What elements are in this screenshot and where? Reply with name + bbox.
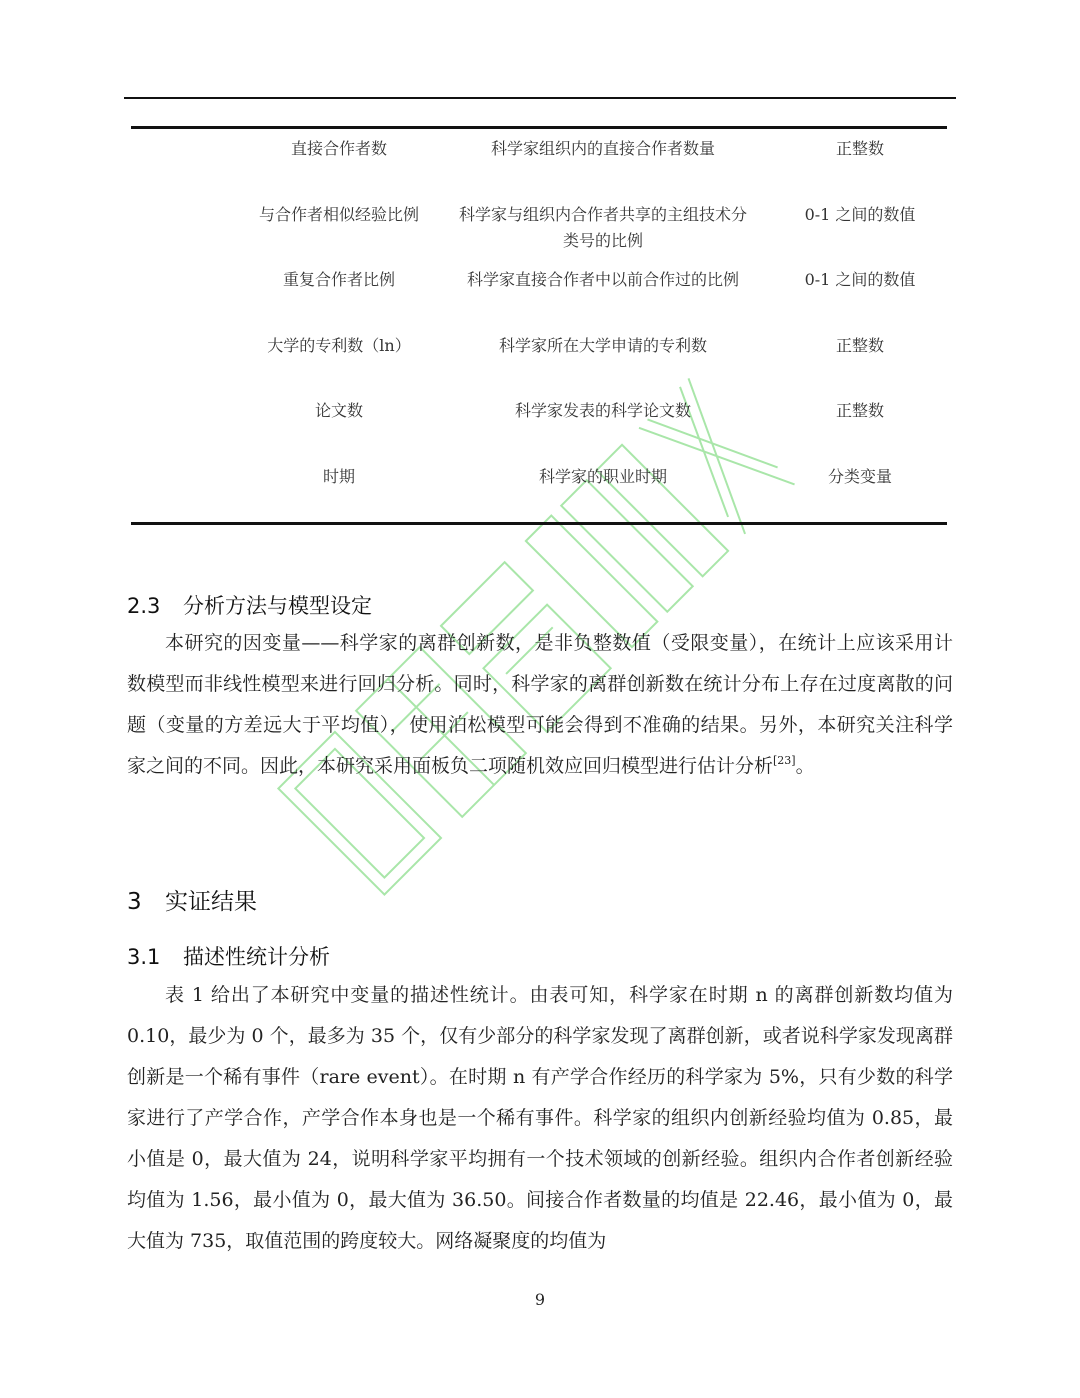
table-cell-type: 0-1 之间的数值 [804, 270, 916, 289]
table-cell-variable: 重复合作者比例 [282, 270, 395, 289]
paragraph-end: 。 [795, 755, 815, 777]
table-cell-description: 科学家发表的科学论文数 [514, 401, 691, 420]
table-cell-description: 科学家所在大学申请的专利数 [498, 336, 707, 355]
paragraph-2-3 [127, 623, 953, 787]
page-number: 9 [534, 1290, 546, 1309]
section-title: 分析方法与模型设定 [183, 594, 372, 618]
table-cell-type: 分类变量 [827, 467, 892, 486]
table-cell-variable: 大学的专利数（ln） [267, 336, 411, 355]
table-cell-description-line: 类号的比例 [562, 231, 643, 250]
section-heading-3-1 [127, 941, 330, 971]
table-cell-type: 0-1 之间的数值 [804, 205, 916, 224]
citation-ref: [23] [773, 754, 796, 767]
table-cell-description: 科学家组织内的直接合作者数量 [490, 139, 715, 158]
section-number: 3 [127, 889, 142, 915]
table-cell-variable: 与合作者相似经验比例 [258, 205, 419, 224]
table-cell-description [440, 202, 766, 254]
table-cell-description: 科学家直接合作者中以前合作过的比例 [466, 270, 739, 289]
section-title: 实证结果 [165, 889, 257, 915]
section-number: 2.3 [127, 594, 161, 618]
section-title: 描述性统计分析 [183, 945, 330, 969]
paragraph-3-1: 表 1 给出了本研究中变量的描述性统计。由表可知，科学家在时期 n 的离群创新数均值为 0.10，最少为 0 个，最多为 35 个，仅有少部分的科学家发现了离群创新，或者说科学家发现离群创新是一个稀有事件（rare event）。在时期 n 有产学合作经历的科学家为 5%，只有少数的科学家进行了产学合作，产学合作本身也是一个稀有事件。科学家的组织内创新经验均值为 0.85，最小值是 0，最大值为 24，说明科学家平均拥有一个技术领域的创新经验。组织内合作者创新经验均值为 1.56，最小值为 0，最大值为 36.50。间接合作者数量的均值是 22.46，最小值为 0，最大值为 735，取值范围的跨度较大。网络凝聚度的均值为 [127, 984, 953, 1252]
table-cell-type: 正整数 [835, 139, 884, 158]
table-top-rule [131, 126, 947, 129]
table-cell-type: 正整数 [835, 336, 884, 355]
table-cell-variable: 时期 [322, 467, 355, 486]
section-heading-2-3 [127, 590, 372, 620]
table-cell-variable: 直接合作者数 [290, 139, 387, 158]
section-heading-3 [127, 883, 257, 916]
table-cell-description: 科学家的职业时期 [538, 467, 667, 486]
table-bottom-rule [131, 522, 947, 525]
table-cell-description-line: 科学家与组织内合作者共享的主组技术分 [458, 205, 747, 224]
section-number: 3.1 [127, 945, 161, 969]
table-cell-variable: 论文数 [314, 401, 363, 420]
table-cell-type: 正整数 [835, 401, 884, 420]
page-header-rule [124, 97, 956, 99]
paragraph-text: 本研究的因变量——科学家的离群创新数，是非负整数值（受限变量），在统计上应该采用计数模型而非线性模型来进行回归分析。同时，科学家的离群创新数在统计分布上存在过度离散的问题（变量的方差远大于平均值），使用泊松模型可能会得到不准确的结果。另外，本研究关注科学家之间的不同。因此，本研究采用面板负二项随机效应回归模型进行估计分析 [127, 632, 953, 777]
